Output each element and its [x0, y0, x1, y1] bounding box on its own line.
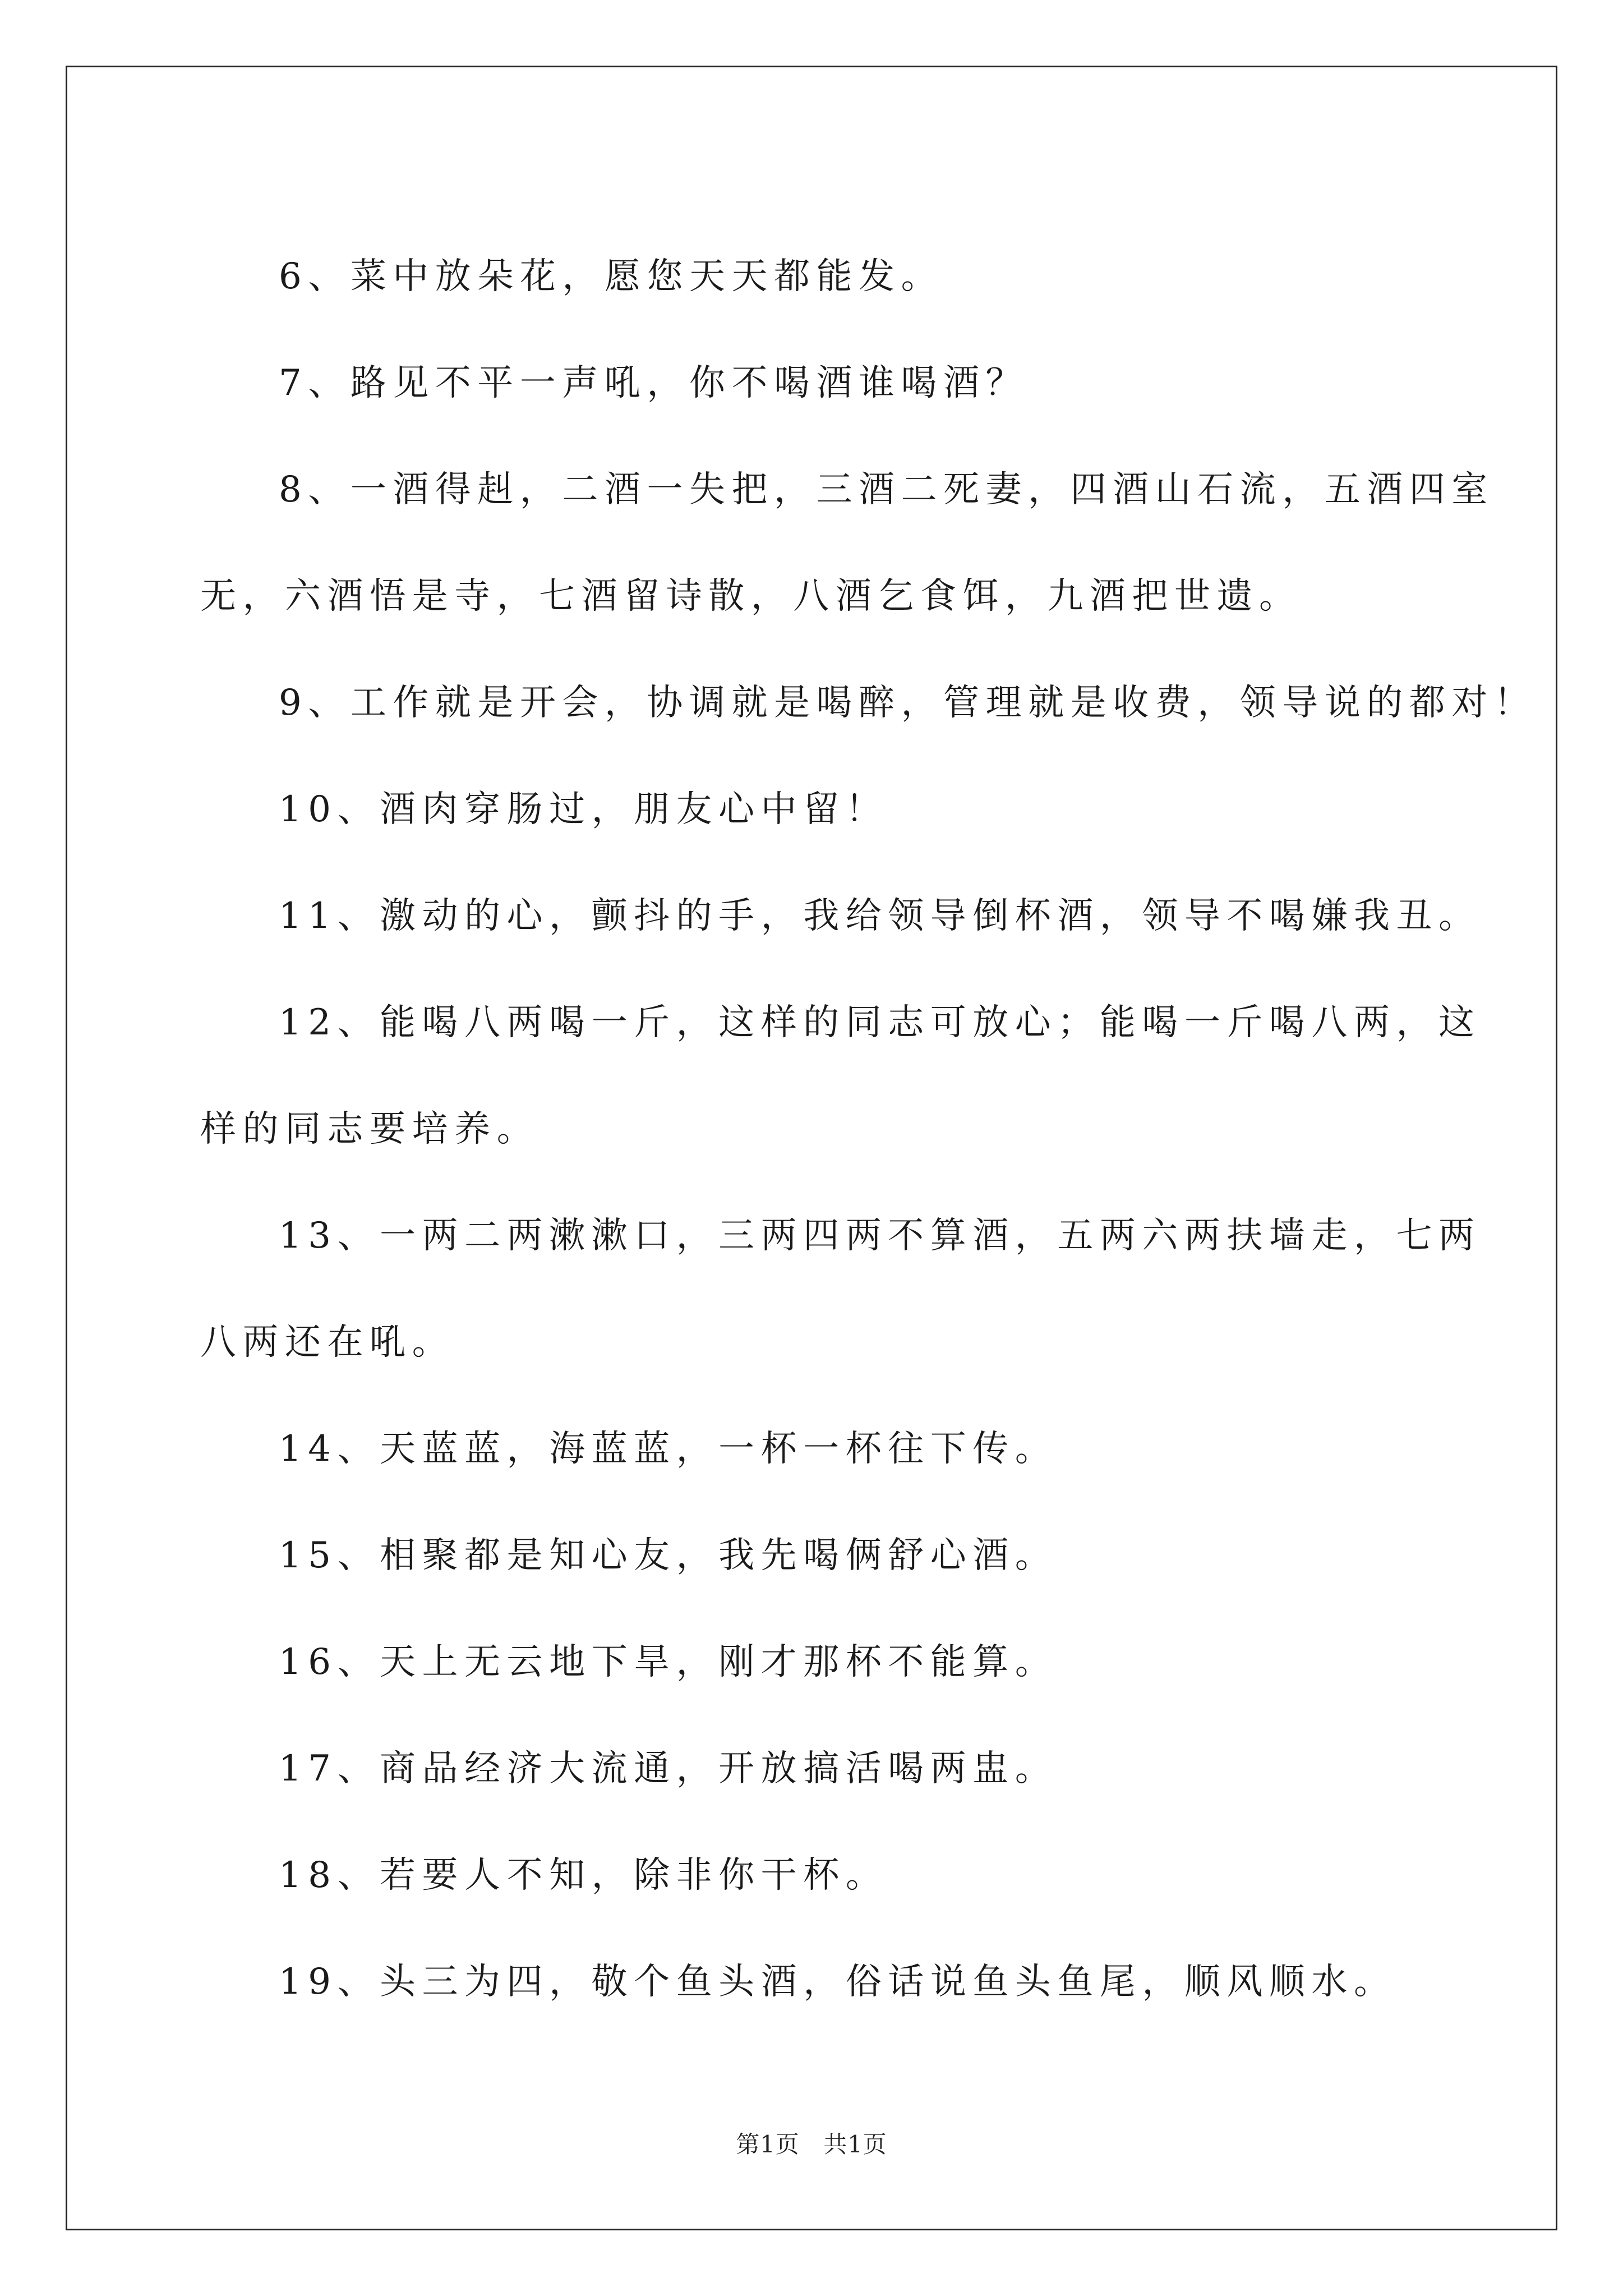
paragraph-line: 6、菜中放朵花，愿您天天都能发。: [279, 256, 944, 297]
paragraph-line: 19、头三为四，敬个鱼头酒，俗话说鱼头鱼尾，顺风顺水。: [279, 1961, 1396, 2003]
paragraph-line: 10、酒肉穿肠过，朋友心中留！: [279, 789, 888, 830]
paragraph-line: 8、一酒得赳，二酒一失把，三酒二死妻，四酒山石流，五酒四室: [279, 469, 1494, 510]
paragraph-line: 样的同志要培养。: [200, 1108, 540, 1150]
paragraph-line: 17、商品经济大流通，开放搞活喝两盅。: [279, 1748, 1058, 1789]
paragraph-line: 12、能喝八两喝一斤，这样的同志可放心；能喝一斤喝八两，这: [279, 1002, 1481, 1043]
paragraph-line: 14、天蓝蓝，海蓝蓝，一杯一杯往下传。: [279, 1428, 1058, 1470]
paragraph-line: 7、路见不平一声吼，你不喝酒谁喝酒？: [279, 362, 1029, 404]
document-body: [200, 223, 1537, 2035]
page-number-footer: 第1页 共1页: [736, 2131, 887, 2158]
paragraph-line: 9、工作就是开会，协调就是喝醉，管理就是收费，领导说的都对！: [279, 682, 1537, 724]
paragraph-line: 16、天上无云地下旱，刚才那杯不能算。: [279, 1641, 1058, 1683]
paragraph-line: 11、激动的心，颤抖的手，我给领导倒杯酒，领导不喝嫌我丑。: [279, 895, 1481, 937]
paragraph-line: 无，六酒悟是寺，七酒留诗散，八酒乞食饵，九酒把世遗。: [200, 576, 1302, 617]
paragraph-line: 八两还在吼。: [200, 1322, 455, 1363]
paragraph-line: 15、相聚都是知心友，我先喝俩舒心酒。: [279, 1535, 1058, 1576]
paragraph-line: 13、一两二两漱漱口，三两四两不算酒，五两六两扶墙走，七两: [279, 1215, 1481, 1257]
paragraph-line: 18、若要人不知，除非你干杯。: [279, 1855, 888, 1896]
